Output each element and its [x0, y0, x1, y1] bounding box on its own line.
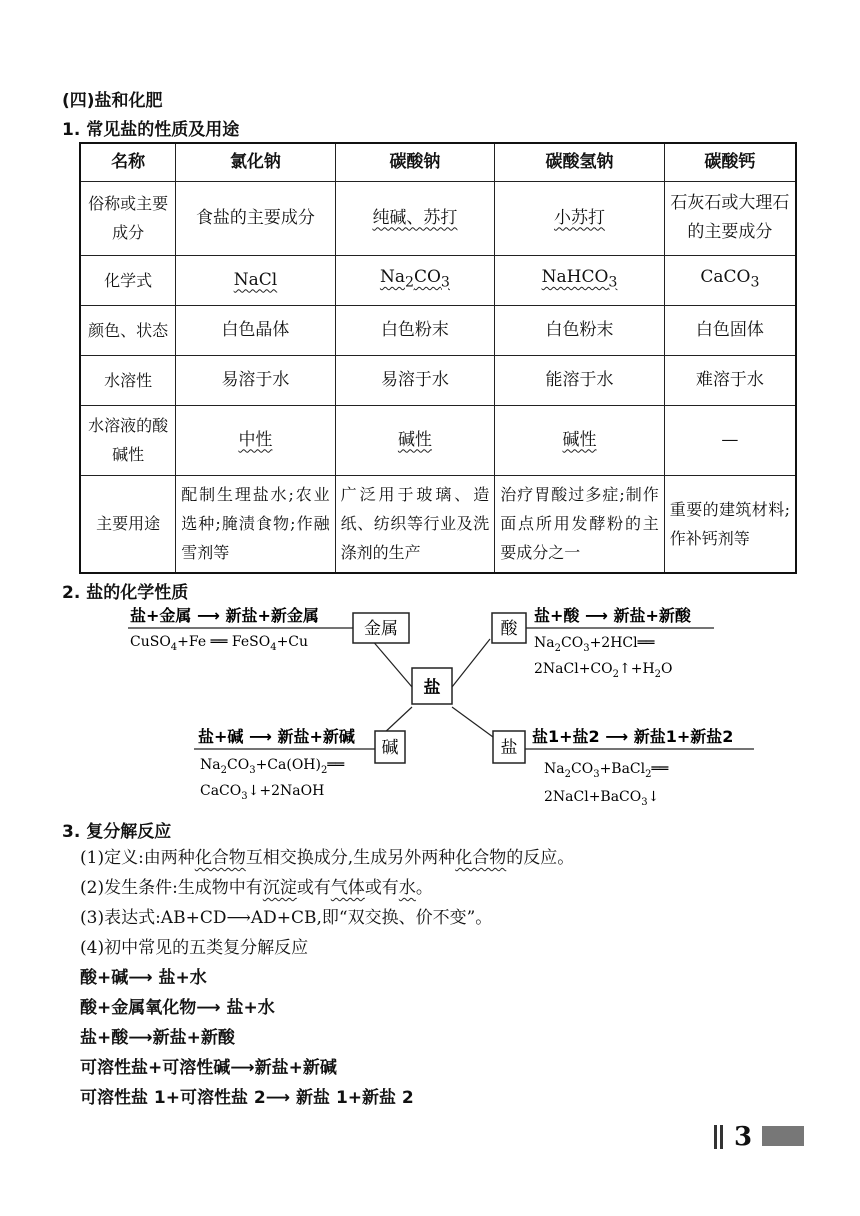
table-header: 碳酸氢钠 [495, 143, 665, 181]
reaction-type-2: 酸+金属氧化物⟶ 盐+水 [80, 998, 275, 1018]
table-cell: 重要的建筑材料;作补钙剂等 [664, 475, 796, 573]
table-cell: 白色粉末 [335, 305, 495, 355]
chapter-heading: (四)盐和化肥 [62, 91, 163, 111]
table-cell [495, 255, 665, 305]
connector-line [371, 639, 412, 687]
table-cell [176, 255, 335, 305]
cell-text: 中性 [238, 429, 273, 450]
section-3-title: 3. 复分解反应 [62, 822, 172, 842]
acid-box-label: 酸 [500, 619, 518, 639]
table-header: 名称 [80, 143, 176, 181]
table-cell: 治疗胃酸过多症;制作面点所用发酵粉的主要成分之一 [495, 475, 665, 573]
base-box-label: 碱 [381, 738, 399, 758]
metal-box-label: 金属 [364, 619, 398, 639]
condition-line: (2)发生条件:生成物中有沉淀或有气体或有水。 [80, 878, 433, 898]
salt-properties-table [79, 142, 797, 574]
row-label: 颜色、状态 [80, 305, 176, 355]
definition-line: (1)定义:由两种化合物互相交换成分,生成另外两种化合物的反应。 [80, 848, 575, 868]
table-row [80, 405, 796, 475]
base-equation-1: $Na_2CO_3+Ca(OH)_2══$ [200, 757, 345, 776]
cell-text: 碱性 [397, 429, 432, 450]
page-marker-block [762, 1126, 804, 1146]
table-row [80, 181, 796, 255]
base-rule: 盐+碱 ⟶ 新盐+新碱 [198, 727, 355, 746]
table-cell: 白色固体 [664, 305, 796, 355]
table-header: 碳酸钠 [335, 143, 495, 181]
table-header: 碳酸钙 [664, 143, 796, 181]
reaction-type-5: 可溶性盐 1+可溶性盐 2⟶ 新盐 1+新盐 2 [80, 1088, 414, 1108]
cell-text: 小苏打 [554, 207, 606, 228]
salt-box-label: 盐 [500, 738, 518, 758]
cell-text: 碱性 [562, 429, 597, 450]
reaction-type-4: 可溶性盐+可溶性碱⟶新盐+新碱 [80, 1058, 337, 1078]
table-cell: 易溶于水 [176, 355, 335, 405]
page-marker-bar [714, 1125, 717, 1149]
table-cell: 配制生理盐水;农业选种;腌渍食物;作融雪剂等 [176, 475, 335, 573]
row-label: 俗称或主要成分 [80, 181, 176, 255]
formula-nahco3: NaHCO$_3$ [541, 266, 618, 291]
expression-line: (3)表达式:AB+CD⟶AD+CB,即“双交换、价不变”。 [80, 908, 493, 928]
acid-equation-2: $2NaCl+CO_2↑+H_2O$ [534, 661, 673, 680]
row-label: 化学式 [80, 255, 176, 305]
table-header-row [80, 143, 796, 181]
table-cell: 难溶于水 [664, 355, 796, 405]
row-label: 水溶液的酸碱性 [80, 405, 176, 475]
table-cell: 白色晶体 [176, 305, 335, 355]
table-cell: 广泛用于玻璃、造纸、纺织等行业及洗涤剂的生产 [335, 475, 495, 573]
connector-line [452, 707, 493, 737]
section-2-title: 2. 盐的化学性质 [62, 583, 189, 603]
table-row [80, 475, 796, 573]
formula-nacl: NaCl [233, 269, 278, 290]
table-row [80, 305, 796, 355]
salt-rule: 盐1+盐2 ⟶ 新盐1+新盐2 [532, 727, 734, 746]
reaction-type-3: 盐+酸⟶新盐+新酸 [80, 1028, 235, 1048]
table-cell: 食盐的主要成分 [176, 181, 335, 255]
page-number: 3 [734, 1122, 753, 1152]
table-cell: 能溶于水 [495, 355, 665, 405]
salt-reactions-diagram [120, 595, 760, 810]
table-cell [335, 405, 495, 475]
five-types-line: (4)初中常见的五类复分解反应 [80, 938, 309, 958]
metal-rule: 盐+金属 ⟶ 新盐+新金属 [130, 606, 319, 625]
base-equation-2: CaCO$_3$↓+2NaOH [200, 783, 325, 802]
table-row [80, 355, 796, 405]
salt-equation-1: $Na_2CO_3+BaCl_2══$ [544, 761, 669, 780]
center-salt-label: 盐 [423, 678, 441, 698]
formula-na2co3: $Na_2CO_3$ [379, 266, 450, 291]
acid-rule: 盐+酸 ⟶ 新盐+新酸 [534, 606, 691, 625]
table-header: 氯化钠 [176, 143, 335, 181]
table-row [80, 255, 796, 305]
table-cell [495, 405, 665, 475]
metal-equation: CuSO$_4$+Fe ══ FeSO$_4$+Cu [130, 634, 309, 653]
row-label: 主要用途 [80, 475, 176, 573]
section-1-title: 1. 常见盐的性质及用途 [62, 120, 240, 140]
reaction-type-1: 酸+碱⟶ 盐+水 [80, 968, 207, 988]
cell-text: 纯碱、苏打 [372, 207, 458, 228]
salt-equation-2: 2NaCl+BaCO$_3$↓ [544, 789, 660, 808]
table-cell [664, 255, 796, 305]
table-cell: 石灰石或大理石的主要成分 [664, 181, 796, 255]
table-cell: 易溶于水 [335, 355, 495, 405]
row-label: 水溶性 [80, 355, 176, 405]
page-marker-bar [720, 1125, 723, 1149]
acid-equation-1: $Na_2CO_3+2HCl══$ [534, 635, 655, 654]
table-cell [176, 405, 335, 475]
table-cell: — [664, 405, 796, 475]
table-cell [335, 181, 495, 255]
table-cell [495, 181, 665, 255]
formula-caco3: CaCO$_3$ [700, 266, 760, 291]
table-cell: 白色粉末 [495, 305, 665, 355]
table-cell [335, 255, 495, 305]
connector-line [452, 639, 490, 687]
